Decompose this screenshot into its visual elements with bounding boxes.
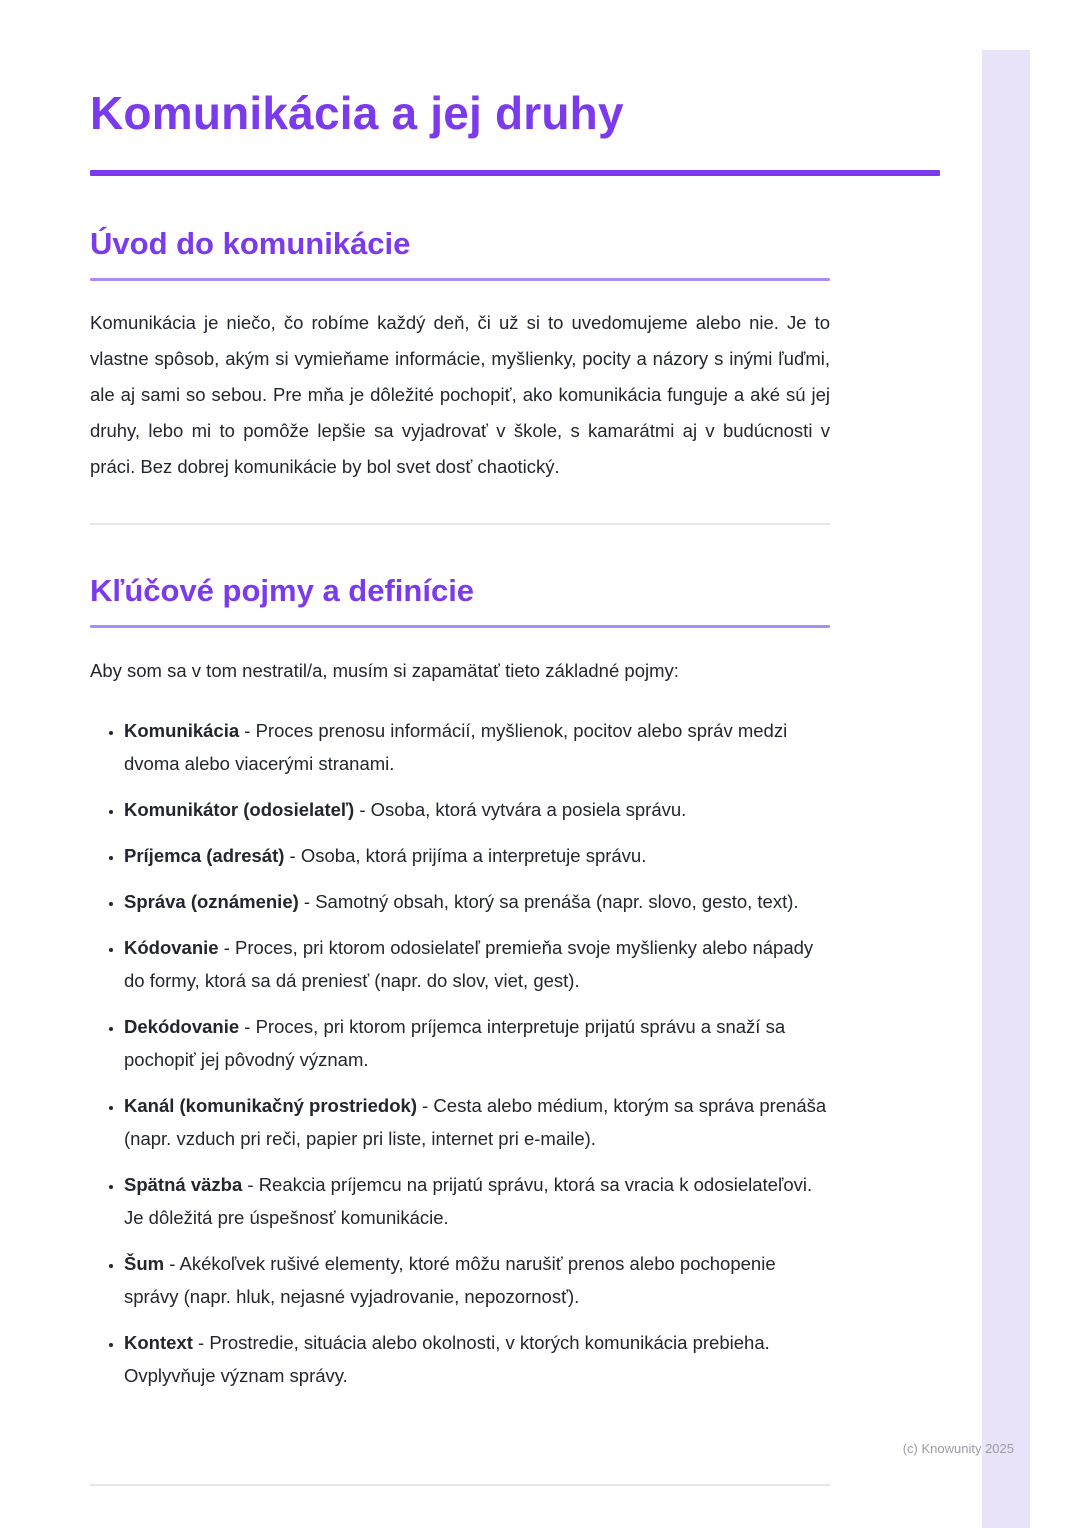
term-label: Príjemca (adresát) — [124, 845, 285, 866]
term-item — [124, 931, 832, 997]
term-item — [124, 885, 832, 918]
term-label: Kontext — [124, 1332, 193, 1353]
section-divider — [90, 523, 830, 525]
term-definition: - Akékoľvek rušivé elementy, ktoré môžu narušiť prenos alebo pochopenie správy (napr. hluk, nejasné vyjadrovanie, nepozornosť). — [124, 1253, 776, 1307]
term-label: Šum — [124, 1253, 165, 1274]
section-heading-intro: Úvod do komunikácie — [90, 226, 411, 261]
term-definition: - Prostredie, situácia alebo okolnosti, v ktorých komunikácia prebieha. Ovplyvňuje význam správy. — [124, 1332, 770, 1386]
term-definition: - Reakcia príjemcu na prijatú správu, ktorá sa vracia k odosielateľovi. Je dôležitá pre úspešnosť komunikácie. — [124, 1174, 813, 1228]
term-definition: - Samotný obsah, ktorý sa prenáša (napr. slovo, gesto, text). — [298, 891, 799, 912]
term-label: Dekódovanie — [124, 1016, 240, 1037]
term-label: Kódovanie — [124, 937, 219, 958]
term-definition: - Cesta alebo médium, ktorým sa správa prenáša (napr. vzduch pri reči, papier pri liste, internet pri e-maile). — [124, 1095, 827, 1149]
term-item — [124, 1010, 832, 1076]
term-item — [124, 1326, 832, 1392]
copyright-text: (c) Knowunity 2025 — [902, 1441, 1014, 1456]
term-label: Spätná väzba — [124, 1174, 243, 1195]
section-underline-intro — [90, 278, 830, 281]
term-item — [124, 1089, 832, 1155]
term-item — [124, 839, 832, 872]
term-definition: - Osoba, ktorá prijíma a interpretuje správu. — [284, 845, 647, 866]
page-title: Komunikácia a jej druhy — [90, 87, 624, 139]
section-heading-terms: Kľúčové pojmy a definície — [90, 573, 475, 608]
term-definition: - Proces, pri ktorom príjemca interpretuje prijatú správu a snaží sa pochopiť jej pôvodný význam. — [124, 1016, 786, 1070]
term-label: Správa (oznámenie) — [124, 891, 299, 912]
intro-paragraph: Komunikácia je niečo, čo robíme každý deň, či už si to uvedomujeme alebo nie. Je to vlastne spôsob, akým si vymieňame informácie, myšlienky, pocity a názory s inými ľuďmi, ale aj sami so sebou. Pre mňa je dôležité pochopiť, ako komunikácia funguje a aké sú jej druhy, lebo mi to pomôže lepšie sa vyjadrovať v škole, s kamarátmi aj v budúcnosti v práci. Bez dobrej komunikácie by bol svet dosť chaotický. — [90, 312, 830, 477]
term-definition: - Proces, pri ktorom odosielateľ premieňa svoje myšlienky alebo nápady do formy, ktorá sa dá preniesť (napr. do slov, viet, gest). — [124, 937, 814, 991]
terms-list — [90, 714, 832, 1392]
term-definition: - Osoba, ktorá vytvára a posiela správu. — [354, 799, 687, 820]
term-label: Komunikácia — [124, 720, 240, 741]
terms-lead: Aby som sa v tom nestratil/a, musím si zapamätať tieto základné pojmy: — [90, 660, 679, 681]
term-item — [124, 714, 832, 780]
term-item — [124, 1168, 832, 1234]
bottom-divider — [90, 1484, 830, 1486]
title-divider — [90, 170, 940, 176]
section-underline-terms — [90, 625, 830, 628]
term-item — [124, 1247, 832, 1313]
term-item — [124, 793, 832, 826]
term-label: Kanál (komunikačný prostriedok) — [124, 1095, 417, 1116]
term-label: Komunikátor (odosielateľ) — [124, 799, 355, 820]
term-definition: - Proces prenosu informácií, myšlienok, pocitov alebo správ medzi dvoma alebo viacerými stranami. — [124, 720, 788, 774]
